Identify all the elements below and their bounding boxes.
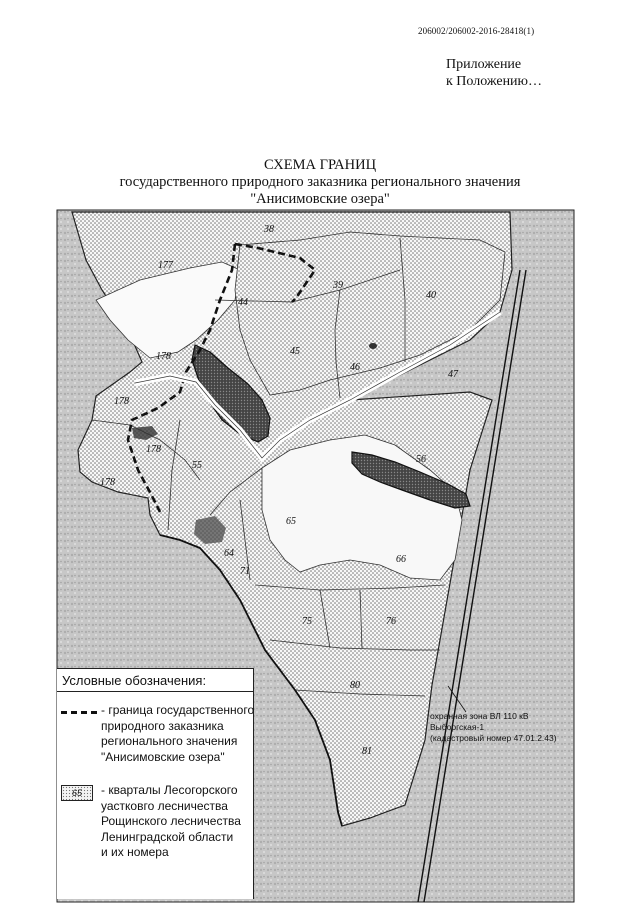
quarter-number: 39 — [333, 280, 343, 291]
legend-item-quarters — [57, 783, 253, 863]
legend-quarters-line-3: Рощинского лесничества — [101, 814, 241, 828]
quarter-number: 44 — [238, 297, 248, 308]
legend-quarters-line-5: и их номера — [101, 845, 169, 859]
power-zone-line-1: охранная зона ВЛ 110 кВ — [430, 711, 529, 721]
legend-boundary-line-2: природного заказника — [101, 718, 224, 733]
quarter-number: 64 — [224, 548, 234, 559]
quarter-number: 45 — [290, 346, 300, 357]
quarter-number: 47 — [448, 369, 458, 380]
quarter-sample-symbol: 65 — [61, 785, 93, 801]
quarter-number: 65 — [286, 516, 296, 527]
map-legend — [57, 668, 254, 899]
quarter-number: 80 — [350, 680, 360, 691]
legend-quarters-text — [101, 783, 253, 861]
quarter-number: 178 — [100, 477, 115, 488]
quarter-number: 75 — [302, 616, 312, 627]
legend-item-boundary — [57, 703, 253, 767]
title-line-1: СХЕМА ГРАНИЦ — [263, 157, 377, 173]
quarter-number: 66 — [396, 554, 406, 565]
quarter-number: 71 — [240, 566, 250, 577]
legend-boundary-line-3: регионального значения — [101, 734, 238, 748]
quarter-number: 56 — [416, 454, 426, 465]
appendix-line-1: Приложение — [446, 57, 522, 72]
quarter-number: 177 — [158, 260, 173, 271]
legend-quarters-line-1: - кварталы Лесогорского — [101, 783, 238, 797]
title-line-2: государственного природного заказника регионального значения — [119, 174, 521, 190]
small-pond — [369, 343, 377, 349]
quarter-number: 40 — [426, 290, 436, 301]
legend-boundary-line-4: "Анисимовские озера" — [101, 749, 225, 764]
document-id: 206002/206002-2016-28418(1) — [418, 26, 535, 36]
quarter-number: 178 — [114, 396, 129, 407]
quarter-number: 55 — [192, 460, 202, 471]
quarter-number: 81 — [362, 746, 372, 757]
power-zone-line-3: (кадастровый номер 47.01.2.43) — [430, 733, 557, 743]
legend-quarters-line-4: Ленинградской области — [101, 829, 234, 844]
power-zone-note — [430, 711, 557, 744]
legend-quarters-line-2: уастковго лесничества — [101, 798, 228, 813]
quarter-number: 38 — [264, 224, 274, 235]
legend-title: Условные обозначения: — [62, 673, 207, 688]
dashed-line-symbol — [61, 711, 97, 714]
power-zone-line-2: Выборгская-1 — [430, 722, 485, 732]
legend-boundary-line-1: - граница государственного — [101, 703, 255, 717]
title-line-3: "Анисимовские озера" — [250, 191, 390, 207]
legend-divider — [57, 691, 253, 692]
legend-boundary-text — [101, 703, 253, 765]
quarter-number: 178 — [156, 351, 171, 362]
quarter-number: 178 — [146, 444, 161, 455]
quarter-number: 46 — [350, 362, 360, 373]
appendix-line-2: к Положению… — [446, 74, 543, 89]
quarter-number: 76 — [386, 616, 396, 627]
